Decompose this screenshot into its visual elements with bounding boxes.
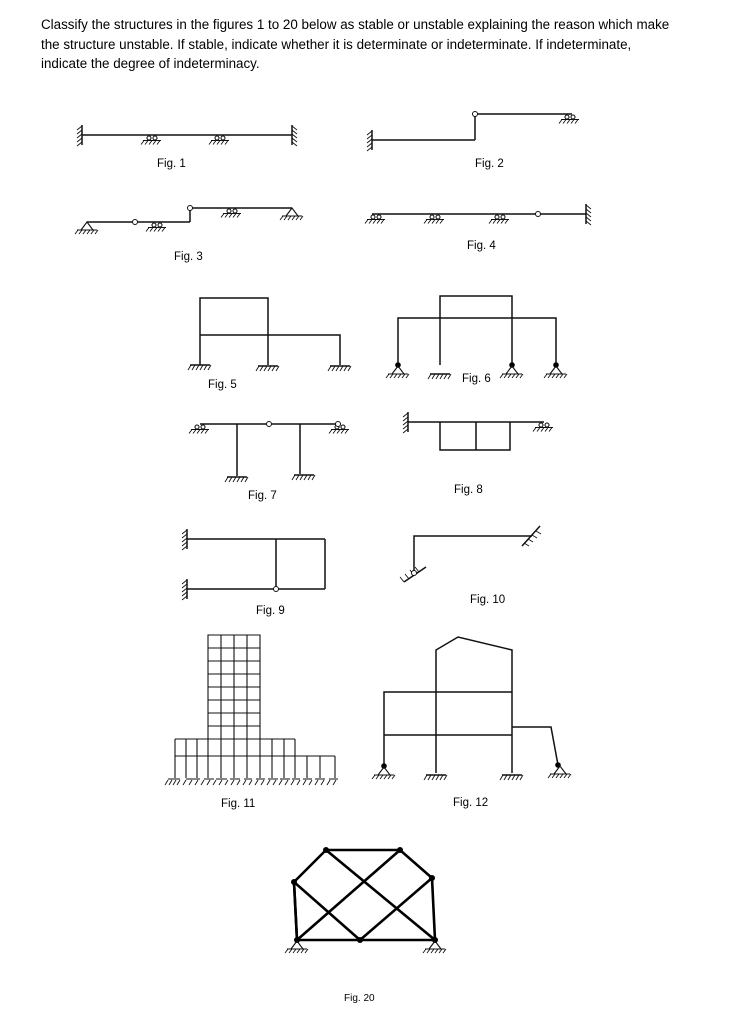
fig11-caption: Fig. 11 <box>221 798 256 810</box>
figure-12 <box>372 637 571 809</box>
fig4-caption: Fig. 4 <box>467 240 496 252</box>
figure-10 <box>400 526 541 606</box>
figure-6 <box>386 296 567 385</box>
fig3-caption: Fig. 3 <box>174 251 203 263</box>
figure-3 <box>75 206 303 264</box>
figure-7 <box>189 422 349 503</box>
figure-20 <box>285 847 446 1004</box>
figure-8 <box>403 412 553 496</box>
fig10-caption: Fig. 10 <box>470 594 506 606</box>
figure-9 <box>182 529 325 617</box>
figure-4 <box>365 204 591 252</box>
question-text: Classify the structures in the figures 1 to 20 below as stable or unstable explaining the reason which make the structure unstable. If stable, indicate whether it is determinate or indeterminate. If indeterminate, indicate the degree of indeterminacy. <box>41 17 670 71</box>
figure-1 <box>77 125 297 170</box>
fig2-caption: Fig. 2 <box>475 158 504 170</box>
fig20-caption: Fig. 20 <box>344 993 375 1004</box>
figure-11 <box>165 635 338 810</box>
fig1-caption: Fig. 1 <box>157 158 186 170</box>
figure-5 <box>188 298 351 391</box>
fig9-caption: Fig. 9 <box>256 605 285 617</box>
fig6-caption: Fig. 6 <box>462 373 491 385</box>
fig12-caption: Fig. 12 <box>453 797 489 809</box>
fig5-caption: Fig. 5 <box>208 379 237 391</box>
fig7-caption: Fig. 7 <box>248 490 277 502</box>
figure-2 <box>367 112 579 171</box>
fig8-caption: Fig. 8 <box>454 484 483 496</box>
